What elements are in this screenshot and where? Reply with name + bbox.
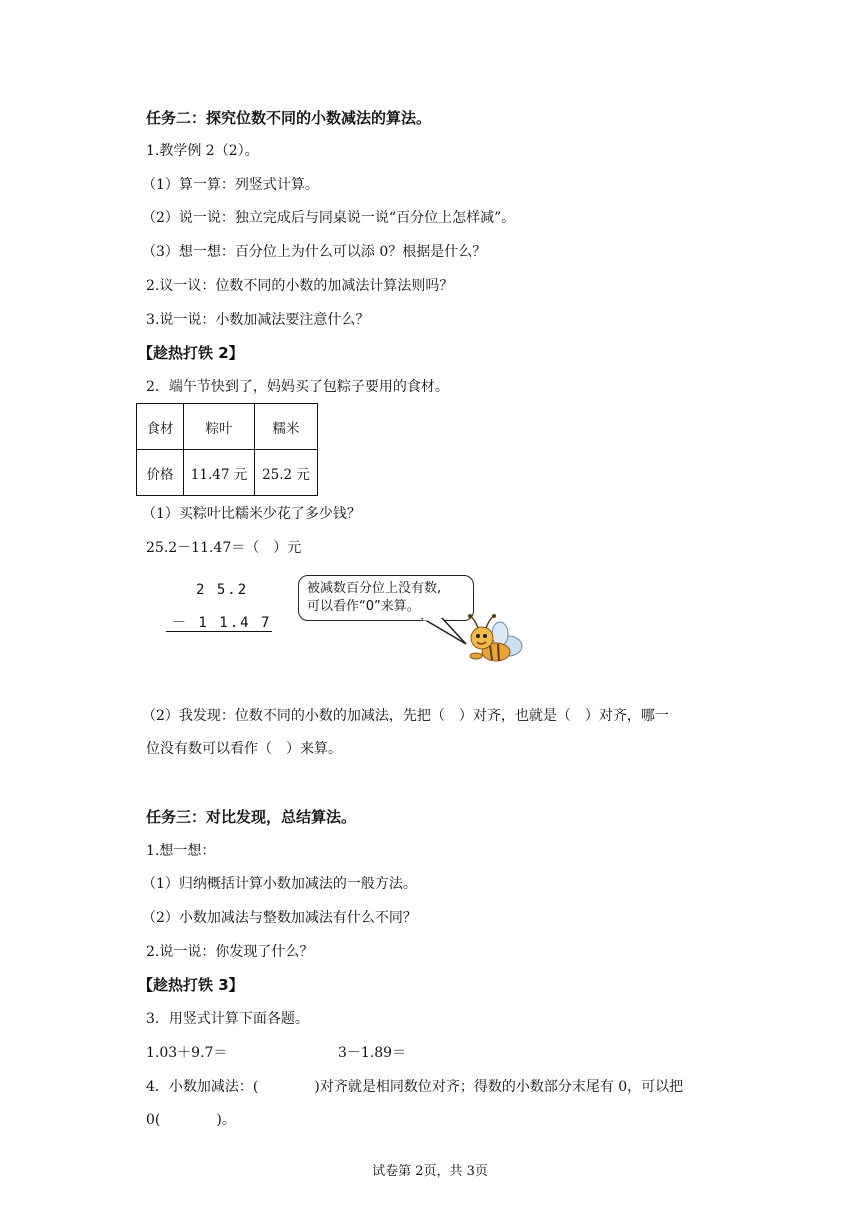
task3-line1a: （1）归纳概括计算小数加减法的一般方法。 [142,876,417,892]
practice2-subquestion1: （1）买粽叶比糯米少花了多少钱？ [142,506,361,522]
page-footer: 试卷第 2页，共 3页 [372,1164,488,1179]
task3-title: 任务三：对比发现，总结算法。 [146,808,357,826]
practice3-question4-line2: 0( )。 [146,1112,236,1128]
practice2-subquestion2-line1: （2）我发现：位数不同的小数的加减法，先把（ ）对齐，也就是（ ）对齐，哪一 [142,708,669,724]
practice3-question3: 3．用竖式计算下面各题。 [146,1011,309,1027]
table-row [137,404,318,450]
task2-line1b: （2）说一说：独立完成后与同桌说一说“百分位上怎样减”。 [142,210,516,226]
practice3-expression1: 1.03＋9.7＝ [146,1045,228,1061]
table-cell: 25.2 元 [255,450,318,496]
table-cell: 糯米 [255,404,318,450]
table-cell: 价格 [137,450,184,496]
task2-line3: 3.说一说：小数加减法要注意什么？ [146,312,370,328]
vertical-line [166,631,272,632]
bubble-tail [420,618,470,648]
practice3-title: 【趁热打铁 3】 [138,976,244,994]
task3-line1b: （2）小数加减法与整数加减法有什么不同？ [142,910,417,926]
task2-line2: 2.议一议：位数不同的小数的加减法计算法则吗？ [146,278,454,294]
task3-line1: 1.想一想： [146,843,216,859]
vertical-minuend: 2 5.2 [196,582,249,598]
bubble-line1: 被减数百分位上没有数, [307,581,442,596]
practice2-subquestion2-line2: 位没有数可以看作（ ）来算。 [146,741,342,757]
equation: 25.2－11.47＝（ ）元 [146,540,302,556]
table-cell: 食材 [137,404,184,450]
task2-title: 任务二：探究位数不同的小数减法的算法。 [146,109,432,127]
task2-line1a: （1）算一算：列竖式计算。 [142,177,319,193]
speech-bubble [298,575,474,621]
table-row [137,450,318,496]
practice2-title: 【趁热打铁 2】 [138,344,244,362]
task3-line2: 2.说一说：你发现了什么？ [146,944,314,960]
practice2-question: 2．端午节快到了，妈妈买了包粽子要用的食材。 [146,379,449,395]
table-cell: 11.47 元 [184,450,255,496]
ingredients-table [136,403,318,496]
practice3-expression2: 3－1.89＝ [338,1045,407,1061]
task2-line1c: （3）想一想：百分位上为什么可以添 0？根据是什么？ [142,244,487,260]
vertical-subtrahend: － 1 1.4 7 [172,615,272,631]
bee-icon [466,612,528,672]
bubble-line2: 可以看作“0”来算。 [307,599,420,614]
practice3-question4-line1: 4．小数加减法：( )对齐就是相同数位对齐；得数的小数部分末尾有 0，可以把 [146,1079,684,1095]
table-cell: 粽叶 [184,404,255,450]
task2-line1: 1.教学例 2（2）。 [146,143,259,159]
